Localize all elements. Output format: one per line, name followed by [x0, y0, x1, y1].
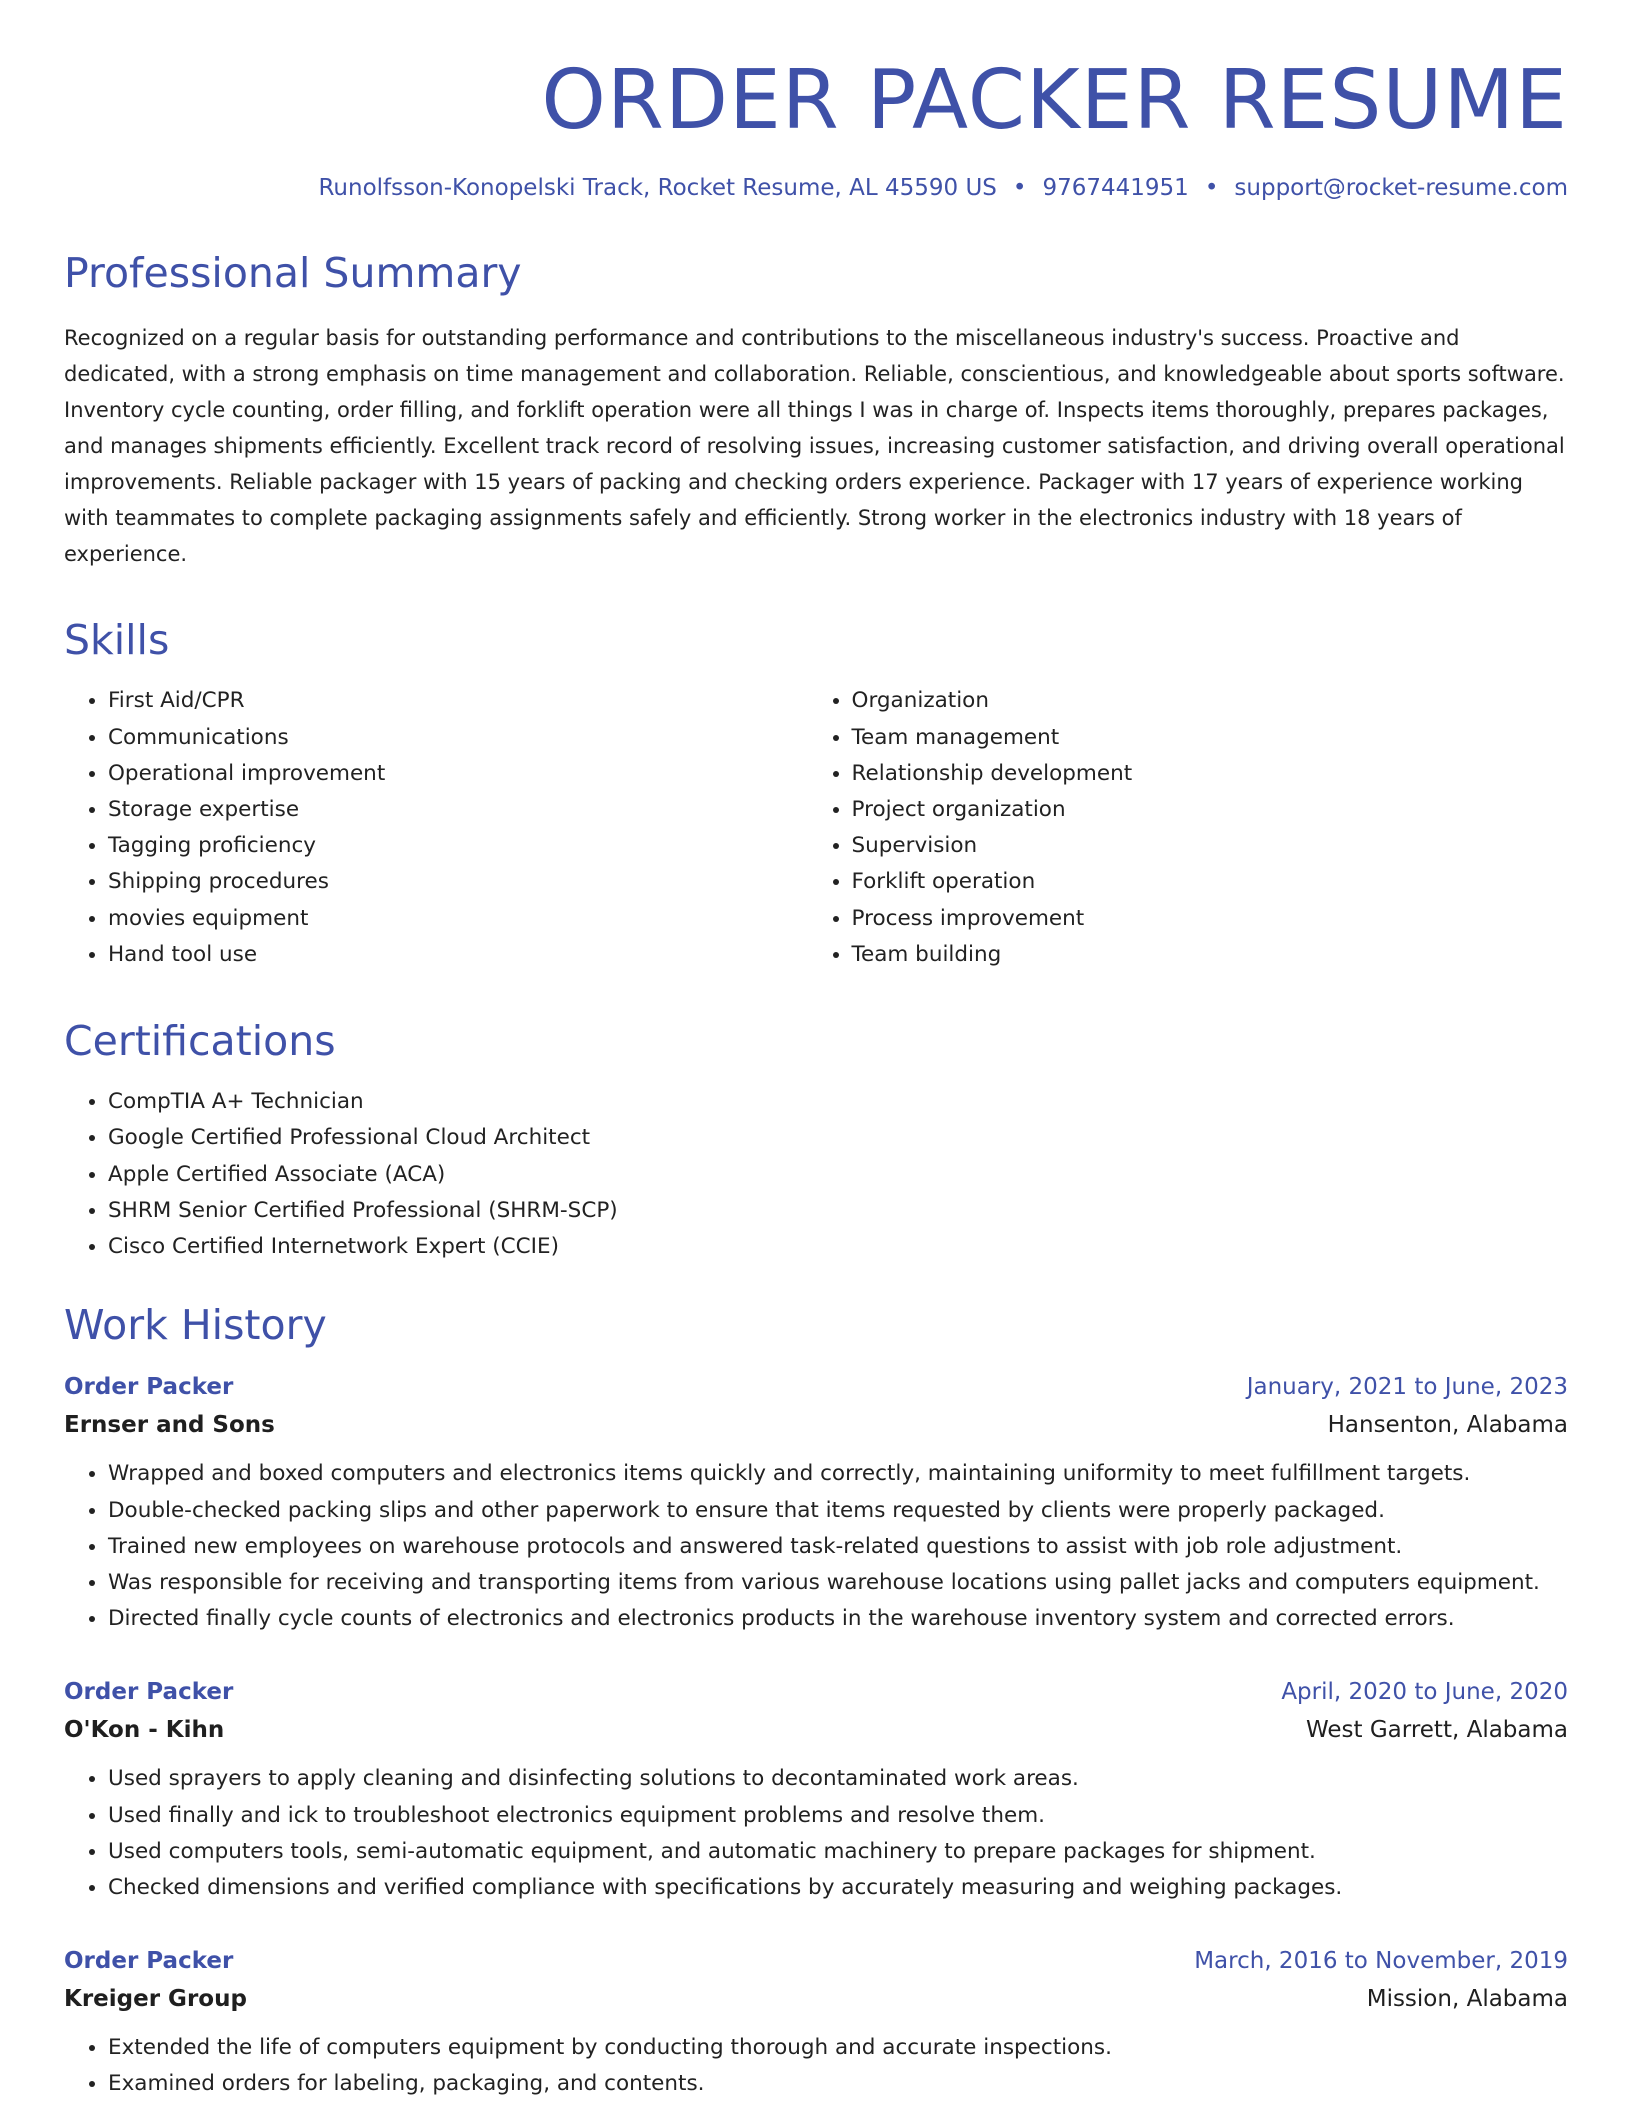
job-dates: January, 2021 to June, 2023 [1246, 1374, 1568, 1401]
job-entry [64, 1673, 1568, 1906]
certification-item: • Apple Certified Associate (ACA) [108, 1157, 1568, 1193]
skill-item: • movies equipment [108, 901, 808, 937]
contact-separator: • [1204, 175, 1219, 201]
job-title-row [64, 1942, 1568, 1980]
job-bullet: • Used sprayers to apply cleaning and disinfecting solutions to decontaminated work areas. [108, 1761, 1568, 1797]
job-bullet: • Checked dimensions and verified compliance with specifications by accurately measuring and weighing packages. [108, 1870, 1568, 1906]
phone-text: 9767441951 [1042, 175, 1189, 201]
certifications-heading: Certifications [64, 1017, 336, 1065]
skill-item: • Communications [108, 720, 808, 756]
skill-item: • Storage expertise [108, 792, 808, 828]
contact-separator: • [1012, 175, 1027, 201]
resume-title: ORDER PACKER RESUME [541, 53, 1568, 148]
skill-item: • Process improvement [852, 901, 1568, 937]
job-location: Mission, Alabama [1366, 1986, 1568, 2013]
certification-item: • Google Certified Professional Cloud Architect [108, 1120, 1568, 1156]
job-location: West Garrett, Alabama [1306, 1717, 1568, 1744]
work-history-list [64, 1368, 1568, 2102]
skill-item: • Tagging proficiency [108, 828, 808, 864]
job-location: Hansenton, Alabama [1327, 1412, 1568, 1439]
job-bullet: • Was responsible for receiving and transporting items from various warehouse locations using pallet jacks and computers equipment. [108, 1565, 1568, 1601]
job-dates: March, 2016 to November, 2019 [1194, 1948, 1568, 1975]
skill-item: • Relationship development [852, 756, 1568, 792]
skills-column-right [808, 683, 1568, 973]
job-bullet: • Directed finally cycle counts of electronics and electronics products in the warehouse inventory system and corrected errors. [108, 1601, 1568, 1637]
skills-column-left [64, 683, 808, 973]
job-bullet: • Used computers tools, semi-automatic equipment, and automatic machinery to prepare packages for shipment. [108, 1834, 1568, 1870]
certification-item: • SHRM Senior Certified Professional (SHRM-SCP) [108, 1193, 1568, 1229]
job-bullet: • Wrapped and boxed computers and electronics items quickly and correctly, maintaining uniformity to meet fulfillment targets. [108, 1456, 1568, 1492]
summary-heading: Professional Summary [64, 249, 522, 297]
skill-item: • Shipping procedures [108, 864, 808, 900]
certifications-list [64, 1084, 1568, 1265]
skill-item: • First Aid/CPR [108, 683, 808, 719]
work-history-heading: Work History [64, 1301, 327, 1350]
job-company: O'Kon - Kihn [64, 1717, 225, 1744]
summary-text: Recognized on a regular basis for outstanding performance and contributions to the miscellaneous industry's success. Proactive and dedicated, with a strong emphasis on time management and collaboration. Reliable, conscientious, and knowledgeable about sports software. Inventory cycle counting, order filling, and forklift operation were all things I was in charge of. Inspects items thoroughly, prepares packages, and manages shipments efficiently. Excellent track record of resolving issues, increasing customer satisfaction, and driving overall operational improvements. Reliable packager with 15 years of packing and checking orders experience. Packager with 17 years of experience working with teammates to complete packaging assignments safely and efficiently. Strong worker in the electronics industry with 18 years of experience. [64, 326, 1565, 567]
job-bullet: • Used finally and ick to troubleshoot electronics equipment problems and resolve them. [108, 1798, 1568, 1834]
skills-heading: Skills [64, 616, 170, 665]
skill-item: • Team management [852, 720, 1568, 756]
skill-item: • Supervision [852, 828, 1568, 864]
contact-line [64, 175, 1568, 201]
job-bullet: • Extended the life of computers equipment by conducting thorough and accurate inspections. [108, 2030, 1568, 2066]
job-bullets [64, 2030, 1568, 2102]
job-company-row [64, 1711, 1568, 1749]
address-text: Runolfsson-Konopelski Track, Rocket Resume, AL 45590 US [318, 175, 997, 201]
job-entry [64, 1368, 1568, 1637]
job-title-row [64, 1368, 1568, 1406]
skill-item: • Team building [852, 937, 1568, 973]
certification-item: • Cisco Certified Internetwork Expert (CCIE) [108, 1229, 1568, 1265]
certification-item: • CompTIA A+ Technician [108, 1084, 1568, 1120]
skill-item: • Operational improvement [108, 756, 808, 792]
job-bullets [64, 1456, 1568, 1637]
job-title-row [64, 1673, 1568, 1711]
job-bullet: • Examined orders for labeling, packaging, and contents. [108, 2066, 1568, 2102]
job-dates: April, 2020 to June, 2020 [1281, 1679, 1568, 1706]
email-text: support@rocket-resume.com [1234, 175, 1568, 201]
skill-item: • Forklift operation [852, 864, 1568, 900]
resume-page [64, 0, 1568, 2103]
skill-item: • Project organization [852, 792, 1568, 828]
job-title: Order Packer [64, 1374, 234, 1401]
job-bullets [64, 1761, 1568, 1906]
job-bullet: • Double-checked packing slips and other paperwork to ensure that items requested by clients were properly packaged. [108, 1493, 1568, 1529]
job-company: Kreiger Group [64, 1986, 247, 2013]
job-company: Ernser and Sons [64, 1412, 275, 1439]
job-company-row [64, 1406, 1568, 1444]
skill-item: • Hand tool use [108, 937, 808, 973]
job-title: Order Packer [64, 1679, 234, 1706]
job-company-row [64, 1980, 1568, 2018]
job-bullet: • Trained new employees on warehouse protocols and answered task-related questions to assist with job role adjustment. [108, 1529, 1568, 1565]
job-entry [64, 1942, 1568, 2102]
skills-list [64, 683, 1568, 973]
skill-item: • Organization [852, 683, 1568, 719]
job-title: Order Packer [64, 1948, 234, 1975]
